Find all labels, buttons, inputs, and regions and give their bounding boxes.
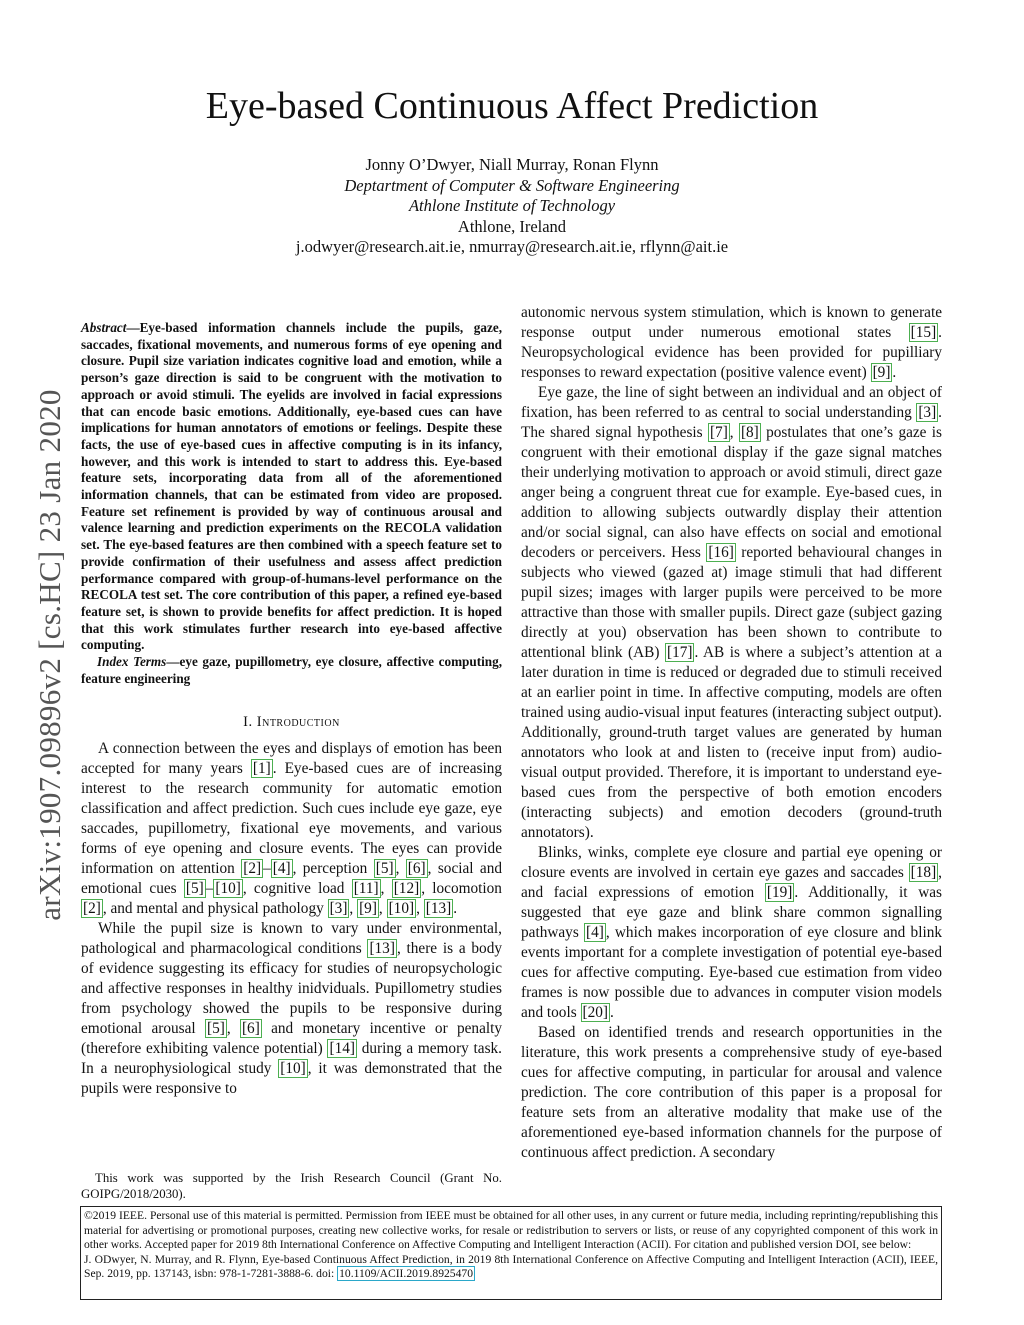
citation-link[interactable]: [11] xyxy=(353,880,379,898)
citation-link[interactable]: [10] xyxy=(280,1060,306,1078)
citation-link[interactable]: [5] xyxy=(206,1020,225,1038)
intro-paragraph-6: Based on identified trends and research opportunities in the literature, this work presents a comprehensive study of eye-based cues for affective computing, in particular for arousal and valence prediction. The core contribution of this paper is a proposal for feature sets from an alterative modality that make use of the aforementioned eye-based information channels for the purpose of continuous affect prediction. A secondary xyxy=(521,1024,942,1161)
citation-link[interactable]: [20] xyxy=(582,1004,608,1021)
intro-paragraph-1: A connection between the eyes and displays of emotion has been accepted for many years [1] . Eye-based cues are of increasing interest to the research community for automatic emotion classification and affect prediction. Such cues include eye gaze, eye saccades, pupillometry, fixational eye movements, and various forms of eye opening and closure events. The eyes can provide information on attention [2] – [4] , perception [5] , [6] , social and emotional cues [5] – [10] , cognitive load [11] , [12] , locomotion [2] , and mental and physical pathology [3] , [9] , [10] , [13] . xyxy=(81,740,503,918)
intro-paragraph-4: Eye gaze, the line of sight between an individual and an object of fixation, has been referred to as central to social understanding [3] . The shared signal hypothesis [7] , [8] postulates that one’s gaze is congruent with their emotional display if the gaze signal matches their underlying motivation to approach or avoid stimuli, direct gaze anger being a congruent threat cue for example. Eye-based cues, in addition to allowing subjects outwardly display their attention and/or social signal, can also have effects on social and emotional decoders or perceivers. Hess [16] reported behavioural changes in subjects who viewed (gazed at) image stimuli that had different pupil sizes; images with larger pupils were perceived to be more attractive than those with smaller pupils. Direct gaze (subject gazing directly at you) observation has been shown to contribute to attentional blink (AB) [17] . AB is where a subject’s attention at a later duration in time is reduced or degraded due to stimuli received at an earlier point in time. In affective computing, models are often trained using audio-visual input features (interacting subject output). Additionally, ground-truth target values are generated by human annotators who look at and listen to (receive input from) audio-visual output provided. Therefore, it is important to understand eye-based cues from the perspective of both emotion encoders (interacting subjects) and emotion decoders (ground-truth annotators). xyxy=(521,384,942,841)
author-names: Jonny O’Dwyer, Niall Murray, Ronan Flynn xyxy=(365,155,659,174)
citation-info: J. ODwyer, N. Murray, and R. Flynn, Eye-based Continuous Affect Prediction, in 2019 8th International Conference on Affective Computing and Intelligent Interaction (ACII), IEEE, Sep. 2019, pp. 137143, isbn: 978-1-7281-3888-6. doi: 10.1109/ACII.2019.8925470 xyxy=(84,1252,938,1281)
author-department: Deptartment of Computer & Software Engineering xyxy=(344,175,680,195)
author-institute: Athlone Institute of Technology xyxy=(408,196,616,215)
author-location: Athlone, Ireland xyxy=(457,216,567,236)
citation-link[interactable]: [8] xyxy=(740,424,759,441)
citation-link[interactable]: [6] xyxy=(407,860,426,878)
citation-link[interactable]: [4] xyxy=(272,860,291,878)
section-title: Introduction xyxy=(256,714,340,731)
citation-link[interactable]: [18] xyxy=(910,864,937,881)
citation-link[interactable]: [5] xyxy=(375,860,394,878)
citation-link[interactable]: [10] xyxy=(215,880,241,898)
copyright-notice: ©2019 IEEE. Personal use of this material is permitted. Permission from IEEE must be obtained for all other uses, in any current or future media, including reprinting/republishing this material for advertising or promotional purposes, creating new collective works, for resale or redistribution to servers or lists, or reuse of any copyrighted component of this work in other works. Accepted paper for 2019 8th International Conference on Affective Computing and Intelligent Interaction (ACII). For citation and published version DOI, see below: xyxy=(84,1209,938,1252)
doi-link[interactable]: 10.1109/ACII.2019.8925470 xyxy=(339,1267,473,1281)
index-terms xyxy=(81,654,502,687)
citation-link[interactable]: [15] xyxy=(910,324,937,341)
right-column xyxy=(521,303,942,1163)
abstract-text: —Eye-based information channels include the pupils, gaze, saccades, fixational movements, and numerous forms of eye opening and closure. Pupil size variation indicates cognitive load and emotion, while a person’s gaze direction is said to be congruent with the motivation to approach or avoid stimuli. The eyelids are involved in facial expressions that can encode basic emotions. Additionally, eye-based cues can have implications for human annotators of emotions or feelings. Despite these facts, the use of eye-based cues in affective computing is in its infancy, however, and this work is intended to start to address this. Eye-based feature sets, incorporating data from all of the aforementioned information channels, that can be estimated from video are proposed. Feature set refinement is provided by way of continuous arousal and valence learning and prediction experiments on the RECOLA validation set. The eye-based features are then combined with a speech feature set to provide confirmation of their usefulness and assess affect prediction performance compared with group-of-humans-level performance on the RECOLA test set. The core contribution of this paper, a refined eye-based feature set, is shown to provide benefits for affect prediction. It is hoped that this work stimulates further research into eye-based affective computing. xyxy=(81,320,502,653)
citation-link[interactable]: [13] xyxy=(425,900,452,918)
citation-link[interactable]: [10] xyxy=(388,900,415,918)
citation-link[interactable]: [2] xyxy=(83,900,101,918)
section-heading xyxy=(81,714,502,731)
citation-link[interactable]: [3] xyxy=(918,404,937,421)
citation-link[interactable]: [14] xyxy=(329,1040,355,1058)
citation-link[interactable]: [13] xyxy=(369,940,395,958)
citation-link[interactable]: [9] xyxy=(872,364,891,381)
citation-link[interactable]: [16] xyxy=(708,544,734,561)
index-terms-text: —eye gaze, pupillometry, eye closure, affective computing, feature engineering xyxy=(81,654,502,686)
citation-link[interactable]: [1] xyxy=(252,760,271,778)
author-block xyxy=(0,155,1024,258)
intro-paragraph-5: Blinks, winks, complete eye closure and partial eye opening or closure events are involved in certain eye gazes and saccades [18] , and facial expressions of emotion [19] . Additionally, it was suggested that eye gaze and blink share common signalling pathways [4] , which makes incorporation of eye closure and blink events important for a complete investigation of potential eye-based cues for affective computing. Eye-based cue estimation from video frames is now possible due to advances in computer vision models and tools [20] . xyxy=(521,844,942,1021)
author-emails: j.odwyer@research.ait.ie, nmurray@research.ait.ie, rflynn@ait.ie xyxy=(295,237,729,256)
abstract xyxy=(81,320,502,654)
citation-link[interactable]: [12] xyxy=(393,880,420,898)
paper-title: Eye-based Continuous Affect Prediction xyxy=(205,85,819,127)
citation-link[interactable]: [3] xyxy=(329,900,348,918)
citation-link[interactable]: [2] xyxy=(243,860,262,878)
section-number: I. xyxy=(243,714,253,731)
citation-link[interactable]: [4] xyxy=(586,924,604,941)
intro-paragraph-2: While the pupil size is known to vary under environmental, pathological and pharmacological conditions [13] , there is a body of evidence suggesting its efficacy for studies of neuropsychologic and affective responses in healthy inidviduals. Pupillometry studies from psychology showed the pupils to be responsive during emotional arousal [5] , [6] and monetary incentive or penalty (therefore exhibiting valence potential) [14] during a memory task. In a neurophysiological study [10] , it was demonstrated that the pupils were responsive to xyxy=(81,920,503,1098)
arxiv-sidebar xyxy=(30,365,70,945)
index-terms-label: Index Terms xyxy=(97,654,167,670)
citation-link[interactable]: [9] xyxy=(359,900,377,918)
citation-link[interactable]: [17] xyxy=(666,644,693,661)
citation-link[interactable]: [5] xyxy=(185,880,204,898)
arxiv-identifier: arXiv:1907.09896v2 [cs.HC] 23 Jan 2020 xyxy=(32,389,67,921)
citation-link[interactable]: [6] xyxy=(241,1020,260,1038)
intro-paragraph-3: autonomic nervous system stimulation, which is known to generate response output under numerous emotional states [15] . Neuropsychological evidence has been provided for pupilliary responses to reward expectation (positive valence event) [9] . xyxy=(521,304,942,381)
citation-link[interactable]: [19] xyxy=(766,884,793,901)
abstract-label: Abstract xyxy=(81,320,127,335)
copyright-notice-box xyxy=(80,1206,942,1300)
left-column xyxy=(81,320,502,1099)
citation-link[interactable]: [7] xyxy=(709,424,728,441)
funding-footnote: This work was supported by the Irish Research Council (Grant No. GOIPG/2018/2030). xyxy=(81,1171,502,1201)
